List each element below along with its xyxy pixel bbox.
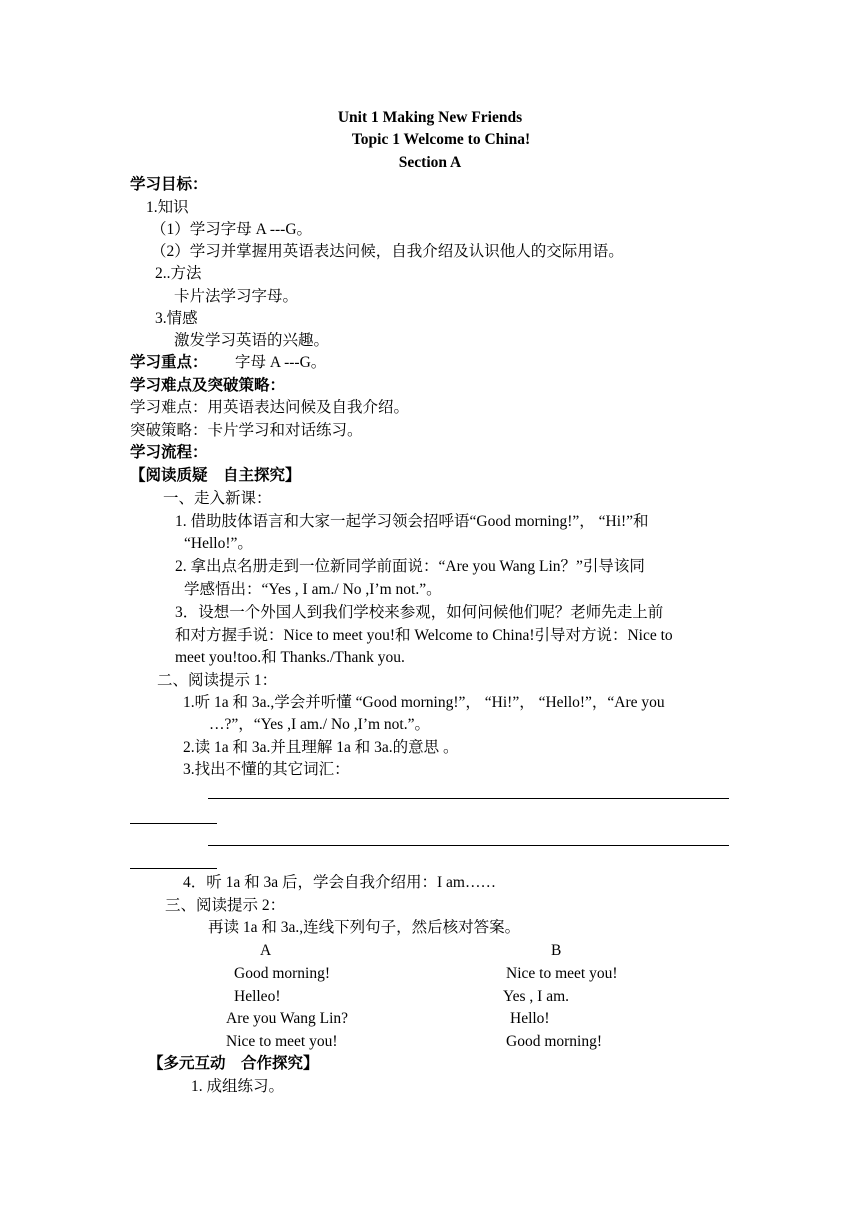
topic-title: Topic 1 Welcome to China! [351,131,531,148]
focus-label: 学习重点： [130,354,208,371]
blank-line-2b [130,868,217,869]
reading-heading: 【阅读质疑 自主探究】 [130,467,301,484]
column-b-item: Hello! [510,1010,550,1027]
tip1-item-3: 3.找出不懂的其它词汇： [183,761,350,778]
cooperation-item-1: 1. 成组练习。 [191,1078,285,1095]
objectives-heading: 学习目标： [130,176,208,193]
tip1-title: 二、阅读提示 1： [157,672,278,689]
tip1-item-4: 4．听 1a 和 3a 后，学会自我介绍用：I am…… [183,874,496,891]
process-heading: 学习流程： [130,444,208,461]
section-title: Section A [398,154,462,171]
difficulty-heading: 学习难点及突破策略： [130,377,286,394]
tip2-intro: 再读 1a 和 3a.,连线下列句子，然后核对答案。 [208,919,521,936]
method-text: 卡片法学习字母。 [174,288,299,305]
tip2-title: 三、阅读提示 2： [165,897,286,914]
intro-3a: 3．设想一个外国人到我们学校来参观，如何问候他们呢？老师先走上前 [175,604,664,621]
intro-2a: 2. 拿出点名册走到一位新同学前面说：“Are you Wang Lin？”引导该同 [175,558,645,575]
tip1-item-1a: 1.听 1a 和 3a.,学会并听懂 “Good morning!”， “Hi!”， “Hello!”，“Are you [183,694,665,711]
column-a-item: Nice to meet you! [226,1033,338,1050]
method-title: 2..方法 [155,265,202,282]
column-a-item: Are you Wang Lin? [226,1010,349,1027]
strategy-line: 突破策略：卡片学习和对话练习。 [130,422,363,439]
intro-3b: 和对方握手说：Nice to meet you!和 Welcome to China!引导对方说：Nice to [175,627,673,644]
column-b-item: Yes , I am. [503,988,570,1005]
focus-text: 字母 A ---G。 [235,354,327,371]
knowledge-title: 1.知识 [146,199,189,216]
intro-1b: “Hello!”。 [184,535,253,552]
column-b-item: Nice to meet you! [506,965,618,982]
column-a-item: Good morning! [234,965,331,982]
column-b-header: B [551,942,562,959]
intro-3c: meet you!too.和 Thanks./Thank you. [175,649,405,666]
blank-line-2a [208,845,729,846]
tip1-item-1b: …?”，“Yes ,I am./ No ,I’m not.”。 [209,716,430,733]
column-b-item: Good morning! [506,1033,603,1050]
blank-line-1a [208,798,729,799]
emotion-title: 3.情感 [155,310,198,327]
tip1-item-2: 2.读 1a 和 3a.并且理解 1a 和 3a.的意思 。 [183,739,459,756]
column-a-item: Helleo! [234,988,281,1005]
knowledge-item-1: （1）学习字母 A ---G。 [151,221,313,238]
difficulty-line: 学习难点：用英语表达问候及自我介绍。 [130,399,410,416]
blank-line-1b [130,823,217,824]
column-a-header: A [260,942,272,959]
intro-2b: 学感悟出：“Yes , I am./ No ,I’m not.”。 [184,581,442,598]
intro-title: 一、走入新课： [163,490,272,507]
intro-1a: 1. 借助肢体语言和大家一起学习领会招呼语“Good morning!”， “Hi!”和 [175,513,649,530]
emotion-text: 激发学习英语的兴趣。 [174,332,330,349]
unit-title: Unit 1 Making New Friends [337,109,523,126]
knowledge-item-2: （2）学习并掌握用英语表达问候，自我介绍及认识他人的交际用语。 [151,243,624,260]
cooperation-heading: 【多元互动 合作探究】 [148,1055,319,1072]
